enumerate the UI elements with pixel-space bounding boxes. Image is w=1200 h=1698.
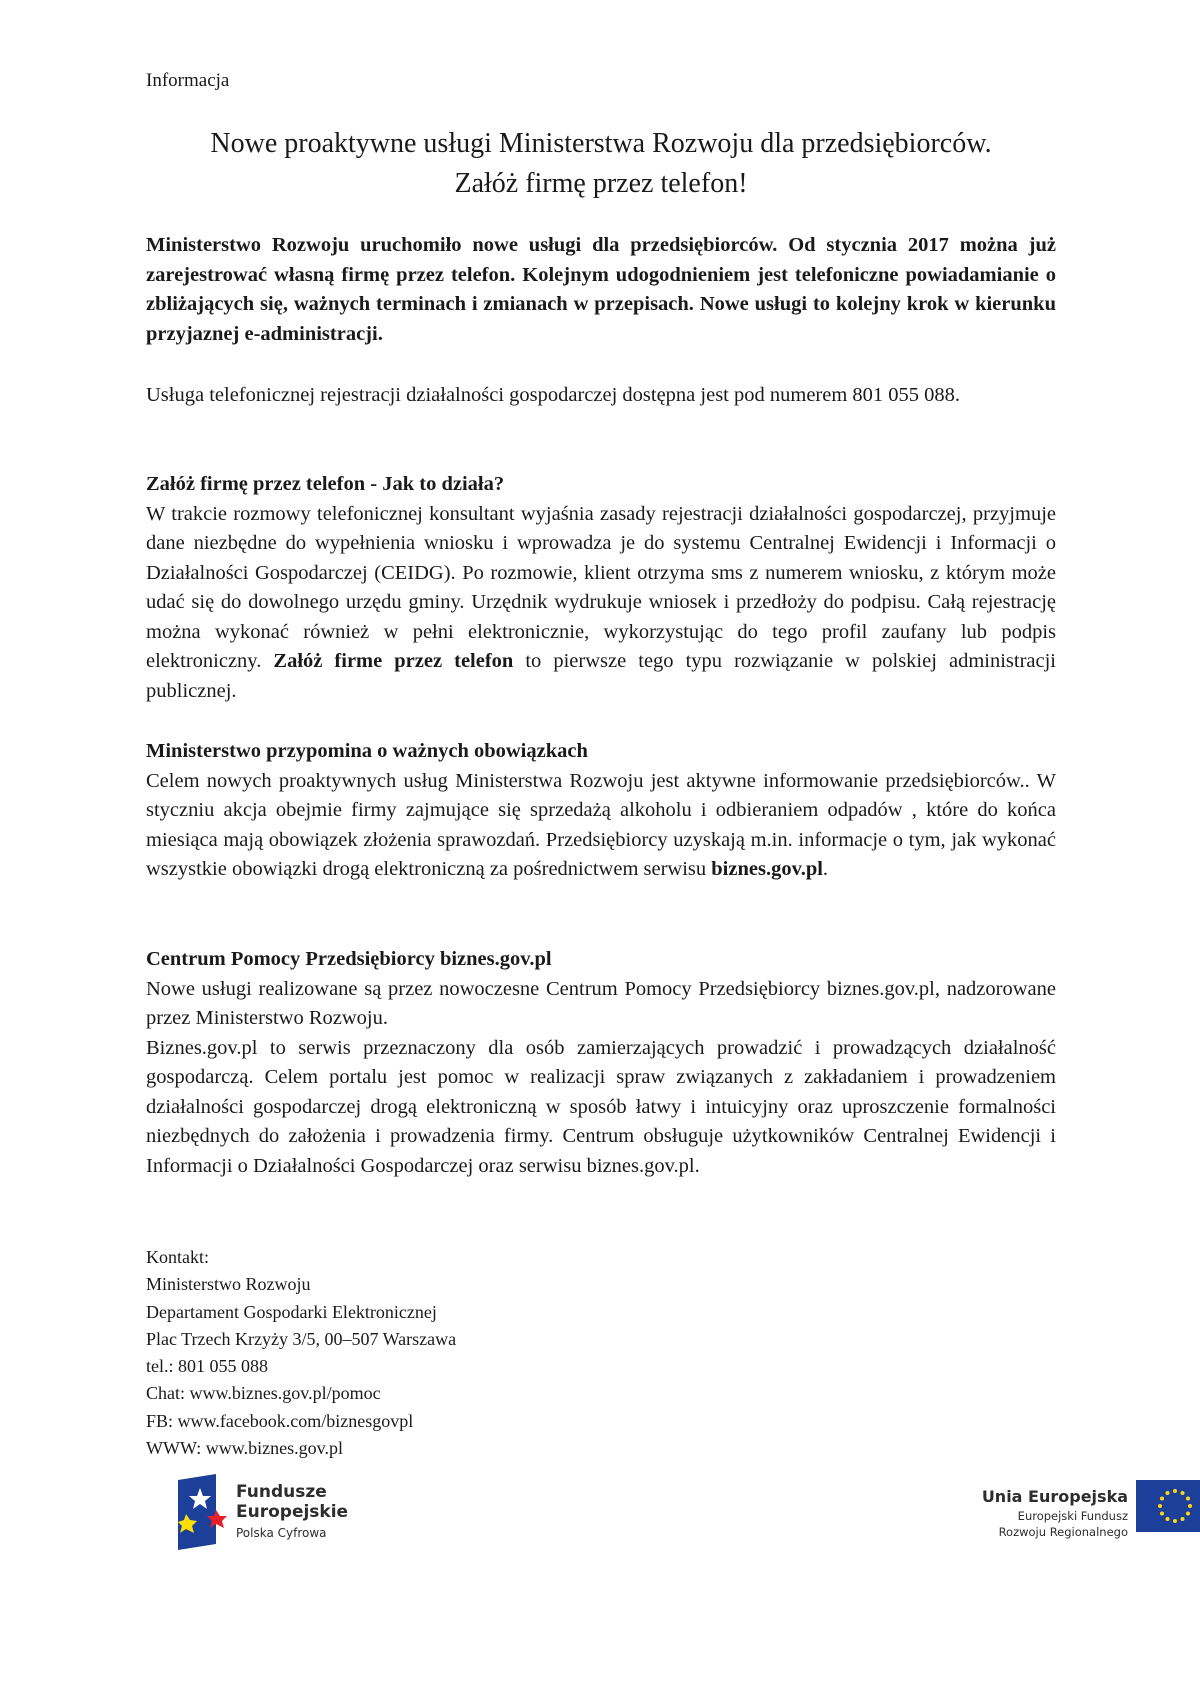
section-heading: Ministerstwo przypomina o ważnych obowiązkach [146,740,588,762]
title-line-2: Załóż firmę przez telefon! [454,168,748,199]
contact-chat: Chat: www.biznes.gov.pl/pomoc [146,1383,381,1404]
contact-label: Kontakt: [146,1247,209,1267]
contact-org: Ministerstwo Rozwoju [146,1274,311,1295]
section-body-1: Nowe usługi realizowane są przez nowoczesne Centrum Pomocy Przedsiębiorcy biznes.gov.pl, nadzorowane przez Ministerstwo Rozwoju. [146,977,1056,1029]
eu-star-icon [1160,1497,1164,1501]
section-heading: Centrum Pomocy Przedsiębiorcy biznes.gov.pl [146,948,552,970]
ue-logo-line-1: Unia Europejska [981,1487,1128,1506]
section-body: W trakcie rozmowy telefonicznej konsultant wyjaśnia zasady rejestracji działalności gospodarczej, przyjmuje dane niezbędne do wypełnienia wniosku i wprowadza je do systemu Centralnej Ewidencji i Informacji o Działalności Gospodarczej (CEIDG). Po rozmowie, klient otrzyma sms z numerem wniosku, z którym może udać się do dowolnego urzędu gminy. Urzędnik wydrukuje wniosek i przedłoży do podpisu. Całą rejestrację można wykonać również w pełni elektronicznie, wykorzystując do tego profil zaufany lub podpis elektroniczny. Załóż firme przez telefon to pierwsze tego typu rozwiązanie w polskiej administracji publicznej. [146,502,1056,702]
eu-flag-icon [1136,1480,1200,1532]
eu-star-icon [1166,1517,1170,1521]
eu-star-icon [1160,1512,1164,1516]
fe-logo-line-1: Fundusze [236,1482,327,1502]
contact-www: WWW: www.biznes.gov.pl [146,1438,343,1459]
section-obligations [146,737,1056,885]
contact-phone: tel.: 801 055 088 [146,1356,268,1377]
section-help-center [146,945,1056,1181]
eu-star-icon [1186,1512,1190,1516]
contact-block [146,1244,456,1462]
ue-logo-line-3: Rozwoju Regionalnego [998,1525,1128,1539]
contact-address: Plac Trzech Krzyży 3/5, 00–507 Warszawa [146,1328,457,1349]
emphasis: Załóż firme przez telefon [273,650,514,672]
emphasis: biznes.gov.pl [711,858,823,880]
contact-facebook: FB: www.facebook.com/biznesgovpl [146,1410,414,1431]
ue-logo-line-2: Europejski Fundusz [1017,1509,1128,1523]
unia-europejska-logo [846,1480,1200,1550]
section-body-2: Biznes.gov.pl to serwis przeznaczony dla osób zamierzających prowadzić i prowadzących działalność gospodarczą. Celem portalu jest pomoc w realizacji spraw związanych z zakładaniem i prowadzeniem działalności gospodarczej drogą elektroniczną w sposób łatwy i intuicyjny oraz uproszczenie formalności niezbędnych do założenia i prowadzenia firmy. Centrum obsługuje użytkowników Centralnej Ewidencji i Informacji o Działalności Gospodarczej oraz serwisu biznes.gov.pl. [146,1036,1056,1177]
section-how-it-works [146,470,1056,706]
eu-star-icon [1166,1491,1170,1495]
phone-paragraph: Usługa telefonicznej rejestracji działalności gospodarczej dostępna jest pod numerem 801 055 088. [146,384,961,406]
contact-department: Departament Gospodarki Elektronicznej [146,1301,437,1322]
eu-star-icon [1181,1517,1185,1521]
eu-star-icon [1173,1519,1177,1523]
document-label: Informacja [146,70,230,91]
section-body: Celem nowych proaktywnych usług Ministerstwa Rozwoju jest aktywne informowanie przedsiębiorców.. W styczniu akcja obejmie firmy zajmujące się sprzedażą alkoholu i odbieraniem odpadów , które do końca miesiąca mają obowiązek złożenia sprawozdań. Przedsiębiorcy uzyskają m.in. informacje o tym, jak wykonać wszystkie obowiązki drogą elektroniczną za pośrednictwem serwisu biznes.gov.pl. [146,769,1056,880]
title-line-1: Nowe proaktywne usługi Ministerstwa Rozwoju dla przedsiębiorców. [210,128,992,159]
eu-star-icon [1186,1497,1190,1501]
document-title [146,124,1056,204]
section-heading: Załóż firmę przez telefon - Jak to działa? [146,473,505,495]
fe-logo-line-2: Europejskie [236,1502,349,1522]
eu-star-icon [1173,1489,1177,1493]
fe-logo-line-3: Polska Cyfrowa [236,1526,327,1540]
eu-star-icon [1181,1491,1185,1495]
eu-star-icon [1158,1504,1162,1508]
eu-star-icon [1188,1504,1192,1508]
lead-paragraph: Ministerstwo Rozwoju uruchomiło nowe usługi dla przedsiębiorców. Od stycznia 2017 można już zarejestrować własną firmę przez telefon. Kolejnym udogodnieniem jest telefoniczne powiadamianie o zbliżających się, ważnych terminach i zmianach w przepisach. Nowe usługi to kolejny krok w kierunku przyjaznej e-administracji. [146,234,1056,345]
fe-emblem-icon [172,1474,228,1550]
fundusze-europejskie-logo [172,1474,372,1554]
